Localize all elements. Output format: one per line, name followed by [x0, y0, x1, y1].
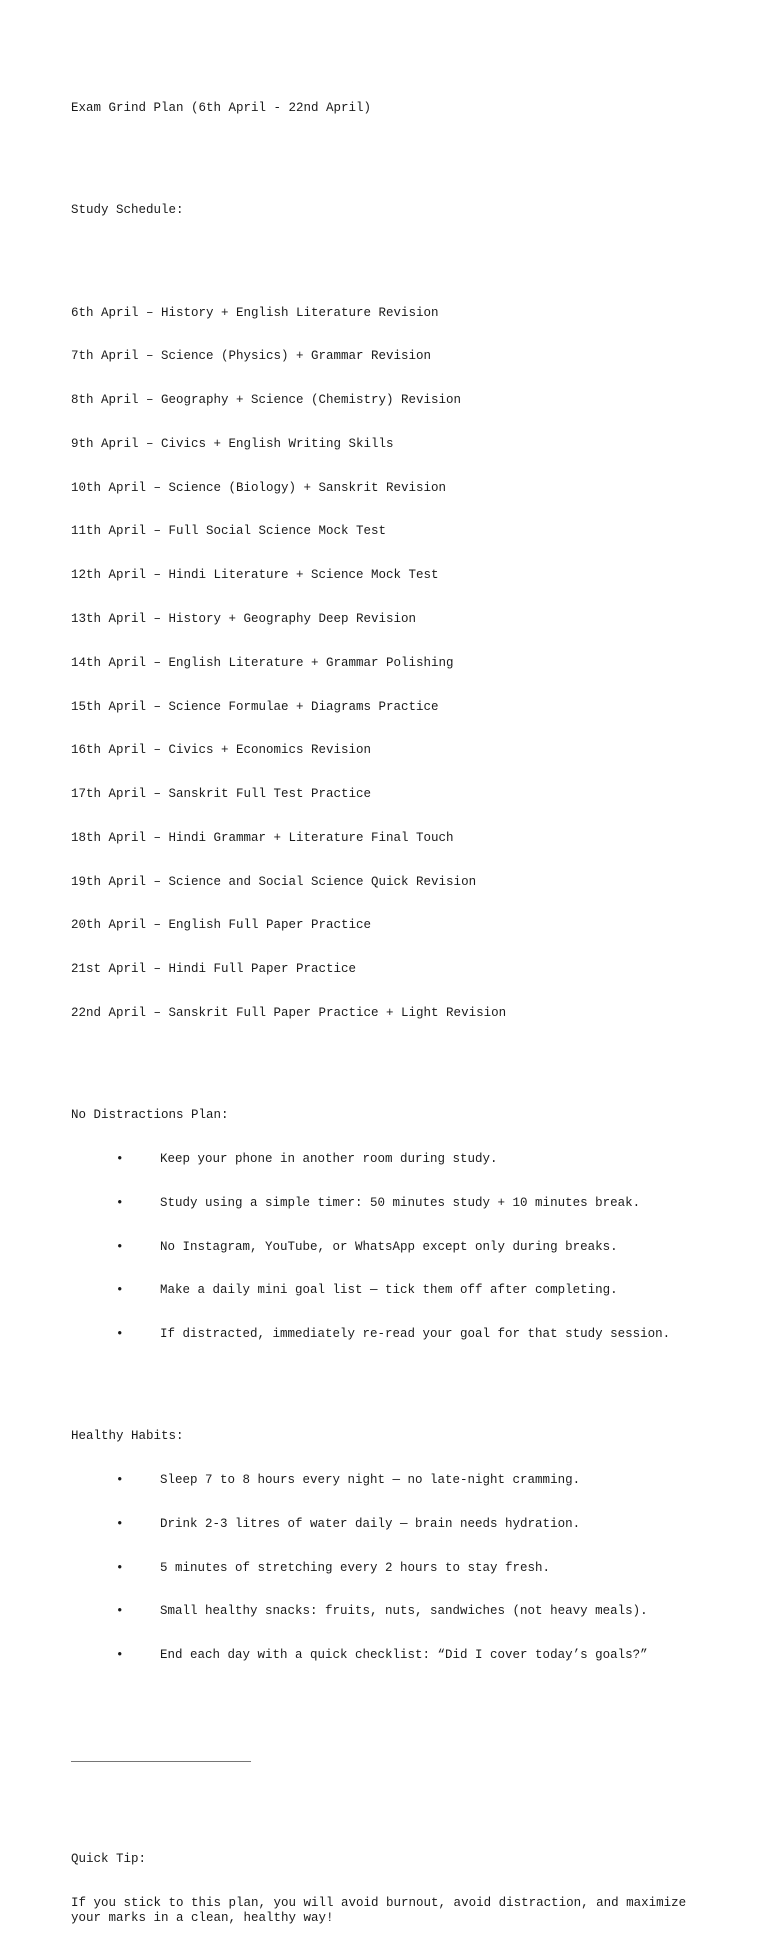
bullet-icon: •	[116, 1327, 124, 1342]
list-item	[71, 1152, 731, 1167]
list-item	[71, 1327, 731, 1342]
list-item	[71, 1473, 731, 1488]
list-item	[71, 1517, 731, 1532]
bullet-icon: •	[116, 1516, 124, 1531]
bullet-icon: •	[116, 1239, 124, 1254]
list-item	[71, 1240, 731, 1255]
tip-text: If you stick to this plan, you will avoid burnout, avoid distraction, and maximize your marks in a clean, healthy way!	[71, 1896, 687, 1925]
schedule-item: 8th April – Geography + Science (Chemistry) Revision	[71, 393, 462, 408]
divider-line: ________________________	[71, 1750, 252, 1765]
list-item-text: Drink 2-3 litres of water daily — brain needs hydration.	[160, 1516, 581, 1531]
list-item	[71, 1196, 731, 1211]
schedule-item: 14th April – English Literature + Grammar Polishing	[71, 655, 454, 670]
schedule-heading: Study Schedule:	[71, 203, 184, 218]
bullet-icon: •	[116, 1195, 124, 1210]
list-item-text: Sleep 7 to 8 hours every night — no late-night cramming.	[160, 1473, 581, 1487]
document-title: Exam Grind Plan (6th April - 22nd April)	[71, 101, 372, 116]
schedule-item: 10th April – Science (Biology) + Sanskrit Revision	[71, 480, 447, 495]
schedule-item: 16th April – Civics + Economics Revision	[71, 743, 372, 758]
list-item-text: End each day with a quick checklist: “Did I cover today’s goals?”	[160, 1648, 648, 1663]
schedule-item: 20th April – English Full Paper Practice	[71, 918, 372, 933]
document-page	[71, 72, 731, 1940]
schedule-item: 17th April – Sanskrit Full Test Practice	[71, 787, 372, 802]
list-item-text: Small healthy snacks: fruits, nuts, sandwiches (not heavy meals).	[160, 1604, 648, 1619]
spacer	[71, 1050, 731, 1065]
schedule-item: 15th April – Science Formulae + Diagrams Practice	[71, 699, 439, 714]
schedule-item: 21st April – Hindi Full Paper Practice	[71, 962, 357, 977]
list-item-text: No Instagram, YouTube, or WhatsApp except only during breaks.	[160, 1239, 618, 1254]
bullet-icon: •	[116, 1560, 124, 1575]
tip-heading: Quick Tip:	[71, 1852, 147, 1867]
bullet-icon: •	[116, 1648, 124, 1663]
schedule-item: 22nd April – Sanskrit Full Paper Practice + Light Revision	[71, 1006, 507, 1020]
habits-heading: Healthy Habits:	[71, 1429, 184, 1444]
bullet-icon: •	[116, 1283, 124, 1298]
spacer	[71, 1794, 731, 1809]
list-item-text: Make a daily mini goal list — tick them off after completing.	[160, 1283, 618, 1298]
schedule-item: 12th April – Hindi Literature + Science Mock Test	[71, 568, 439, 583]
schedule-item: 13th April – History + Geography Deep Revision	[71, 611, 417, 626]
bullet-icon: •	[116, 1151, 124, 1166]
schedule-item: 6th April – History + English Literature Revision	[71, 305, 439, 320]
list-item-text: 5 minutes of stretching every 2 hours to stay fresh.	[160, 1560, 551, 1575]
list-item-text: If distracted, immediately re-read your goal for that study session.	[160, 1327, 671, 1342]
list-item	[71, 1648, 731, 1663]
spacer	[71, 145, 731, 160]
list-item	[71, 1604, 731, 1619]
list-item-text: Study using a simple timer: 50 minutes study + 10 minutes break.	[160, 1195, 641, 1210]
schedule-item: 19th April – Science and Social Science Quick Revision	[71, 874, 477, 889]
list-item-text: Keep your phone in another room during study.	[160, 1151, 498, 1166]
schedule-item: 11th April – Full Social Science Mock Test	[71, 524, 387, 539]
spacer	[71, 1371, 731, 1386]
schedule-item: 9th April – Civics + English Writing Skills	[71, 436, 394, 451]
distractions-heading: No Distractions Plan:	[71, 1108, 229, 1123]
spacer	[71, 247, 731, 262]
bullet-icon: •	[116, 1604, 124, 1619]
schedule-item: 7th April – Science (Physics) + Grammar Revision	[71, 349, 432, 364]
list-item	[71, 1561, 731, 1576]
list-item	[71, 1283, 731, 1298]
schedule-item: 18th April – Hindi Grammar + Literature Final Touch	[71, 830, 454, 845]
spacer	[71, 1692, 731, 1707]
bullet-icon: •	[116, 1473, 124, 1487]
